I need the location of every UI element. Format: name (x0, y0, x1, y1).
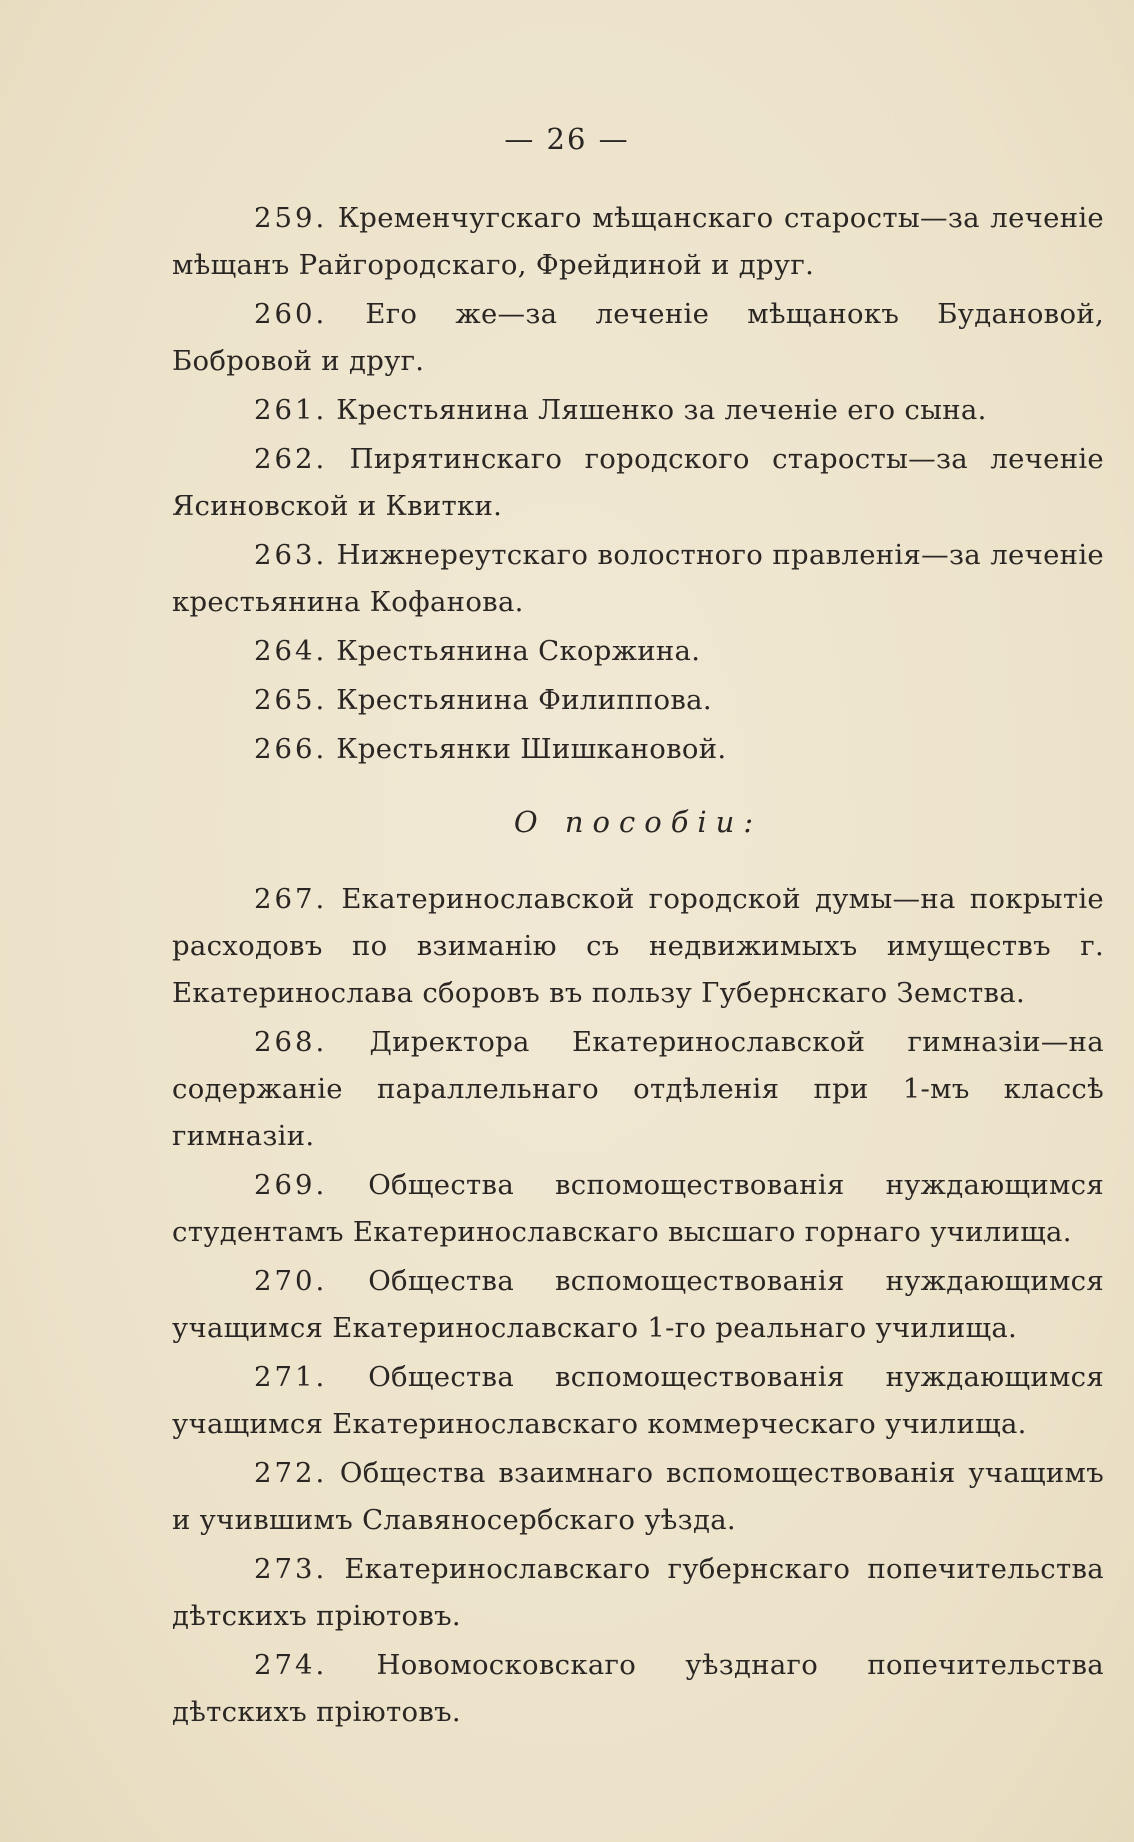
entry-number: 273. (254, 1553, 328, 1585)
list-item (172, 532, 1104, 626)
page-number: — 26 — (504, 122, 630, 156)
entry-number: 259. (254, 202, 328, 234)
list-item (172, 1162, 1104, 1256)
entry-text: Екатеринославскаго губернскаго попечительства дѣтскихъ пріютовъ. (172, 1553, 1104, 1632)
list-item (172, 677, 1104, 724)
entry-text: Общества вспомоществованія нуждающимся учащимся Екатеринославскаго коммерческаго училища. (172, 1361, 1104, 1440)
entry-number: 266. (254, 733, 328, 765)
entry-text: Кременчугскаго мѣщанскаго старосты—за леченіе мѣщанъ Райгородскаго, Фрейдиной и друг. (172, 202, 1104, 281)
page-content (172, 195, 1104, 1738)
list-item (172, 876, 1104, 1017)
entry-text: Общества вспомоществованія нуждающимся учащимся Екатеринославскаго 1-го реальнаго училища. (172, 1265, 1104, 1344)
entry-number: 268. (254, 1026, 328, 1058)
entry-text: Общества вспомоществованія нуждающимся студентамъ Екатеринославскаго высшаго горнаго училища. (172, 1169, 1104, 1248)
entry-text: Екатеринославской городской думы—на покрытіе расходовъ по взиманію съ недвижимыхъ имуществъ г. Екатеринослава сборовъ въ пользу Губернскаго Земства. (172, 883, 1104, 1009)
list-item (172, 1019, 1104, 1160)
entry-text: Общества взаимнаго вспомоществованія учащимъ и учившимъ Славяносербскаго уѣзда. (172, 1457, 1104, 1536)
entries-top (172, 195, 1104, 773)
list-item (172, 726, 1104, 773)
list-item (172, 1546, 1104, 1640)
entry-number: 263. (254, 539, 328, 571)
entry-text: Крестьянки Шишкановой. (336, 733, 727, 765)
list-item (172, 195, 1104, 289)
entry-number: 269. (254, 1169, 328, 1201)
entry-text: Новомосковскаго уѣзднаго попечительства дѣтскихъ пріютовъ. (172, 1649, 1104, 1728)
list-item (172, 436, 1104, 530)
section-heading: О пособіи: (513, 805, 763, 839)
entry-text: Крестьянина Скоржина. (336, 635, 701, 667)
entry-text: Крестьянина Филиппова. (336, 684, 712, 716)
entries-bottom (172, 876, 1104, 1736)
entry-number: 264. (254, 635, 328, 667)
entry-number: 270. (254, 1265, 328, 1297)
list-item (172, 1642, 1104, 1736)
entry-number: 274. (254, 1649, 328, 1681)
entry-number: 271. (254, 1361, 328, 1393)
entry-text: Его же—за леченіе мѣщанокъ Будановой, Бобровой и друг. (172, 298, 1104, 377)
entry-number: 260. (254, 298, 328, 330)
entry-text: Директора Екатеринославской гимназіи—на содержаніе параллельнаго отдѣленія при 1-мъ классѣ гимназіи. (172, 1026, 1104, 1152)
list-item (172, 1450, 1104, 1544)
entry-text: Пирятинскаго городского старосты—за леченіе Ясиновской и Квитки. (172, 443, 1104, 522)
entry-number: 262. (254, 443, 328, 475)
entry-text: Нижнереутскаго волостного правленія—за леченіе крестьянина Кофанова. (172, 539, 1104, 618)
entry-text: Крестьянина Ляшенко за леченіе его сына. (336, 394, 987, 426)
list-item (172, 387, 1104, 434)
list-item (172, 628, 1104, 675)
entry-number: 265. (254, 684, 328, 716)
list-item (172, 1258, 1104, 1352)
entry-number: 267. (254, 883, 328, 915)
entry-number: 272. (254, 1457, 328, 1489)
list-item (172, 291, 1104, 385)
entry-number: 261. (254, 394, 328, 426)
list-item (172, 1354, 1104, 1448)
